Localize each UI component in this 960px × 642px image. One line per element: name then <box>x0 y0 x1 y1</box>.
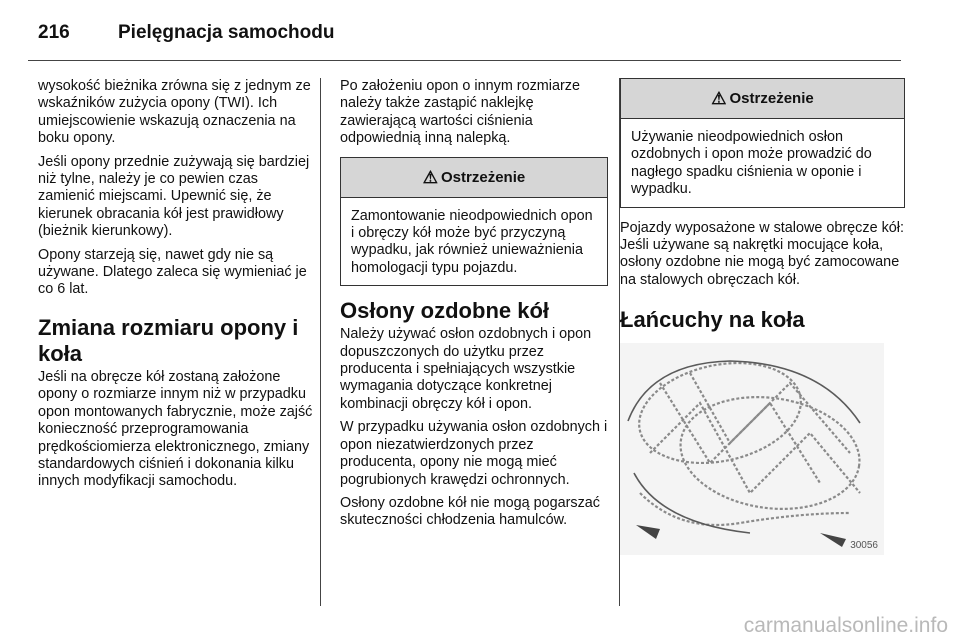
warning-header <box>621 79 904 119</box>
paragraph-steel-rims: Pojazdy wyposażone w stalowe obręcze kół: Jeśli używane są nakrętki mocujące koła, osłony ozdobne nie mogą być zamocowane na stalowych obręczach kół. <box>620 219 904 288</box>
paragraph-covers-approved: Należy używać osłon ozdobnych i opon dopuszczonych do użytku przez producenta i spełniających wszystkie wymagania dotyczące konkretnej kombinacji obręczy kół i opon. <box>340 326 592 412</box>
warning-title: Ostrzeżenie <box>441 168 526 186</box>
warning-title: Ostrzeżenie <box>729 90 814 107</box>
paragraph-tire-rotation: Jeśli opony przednie zużywają się bardziej niż tylne, należy je co pewien czas zamienić miejscami. Upewnić się, że kierunek obracania kół jest prawidłowy (bieżnik kierunkowy). <box>38 153 310 240</box>
warning-triangle-icon: ⚠ <box>711 89 727 108</box>
snow-chains-drawing <box>620 343 884 555</box>
column-divider-1 <box>320 78 321 606</box>
warning-body <box>621 119 904 207</box>
page-header <box>0 0 960 60</box>
warning-box <box>340 157 608 287</box>
paragraph-covers-brakes: Osłony ozdobne kół nie mogą pogarszać skuteczności chłodzenia hamulców. <box>340 494 600 529</box>
page-number: 216 <box>38 22 70 43</box>
column-1 <box>38 78 316 497</box>
paragraph-size-change: Jeśli na obręcze kół zostaną założone opony o rozmiarze innym niż w przypadku opon montowanych fabrycznie, może zajść konieczność przeprogramowania prędkościomierza elektronicznego, zmiany standardowych ciśnień i dokonania kilku innych modyfikacji samochodu. <box>38 368 313 490</box>
snow-chains-illustration <box>620 343 884 555</box>
warning-box <box>620 78 905 208</box>
image-code: 30056 <box>850 540 878 552</box>
watermark-text: carmanualsonline.info <box>743 614 948 637</box>
warning-body <box>341 198 607 286</box>
paragraph-pressure-label: Po założeniu opon o innym rozmiarze należy także zastąpić naklejkę zawierającą wartości ciśnienia odpowiednią inną nalepką. <box>340 78 580 147</box>
heading-wheel-covers: Osłony ozdobne kół <box>340 298 550 324</box>
header-divider <box>28 60 901 61</box>
column-2 <box>340 78 608 536</box>
paragraph-tread-wear: wysokość bieżnika zrówna się z jednym ze wskaźników zużycia opony (TWI). Ich umiejscowienie wskazują oznaczenia na boku opony. <box>38 78 311 147</box>
page-title: Pielęgnacja samochodu <box>118 22 335 43</box>
column-3 <box>620 78 905 555</box>
warning-triangle-icon: ⚠ <box>422 167 439 187</box>
warning-text: Zamontowanie nieodpowiednich opon i obręczy kół może być przyczyną wypadku, jak również unieważnienia homologacji typu pojazdu. <box>351 207 593 276</box>
paragraph-tire-aging: Opony starzeją się, nawet gdy nie są używane. Dlatego zaleca się wymieniać je co 6 lat. <box>38 246 307 298</box>
heading-tire-size-change: Zmiana rozmiaru opony i koła <box>38 314 299 366</box>
paragraph-covers-unapproved: W przypadku używania osłon ozdobnych i opon niezatwierdzonych przez producenta, opony nie mogą mieć pogrubionych krawędzi ochronnych. <box>340 419 608 488</box>
warning-text: Używanie nieodpowiednich osłon ozdobnych i opon może prowadzić do nagłego spadku ciśnienia w oponie i wypadku. <box>631 129 872 198</box>
warning-header <box>341 158 607 198</box>
heading-snow-chains: Łańcuchy na koła <box>620 307 805 333</box>
